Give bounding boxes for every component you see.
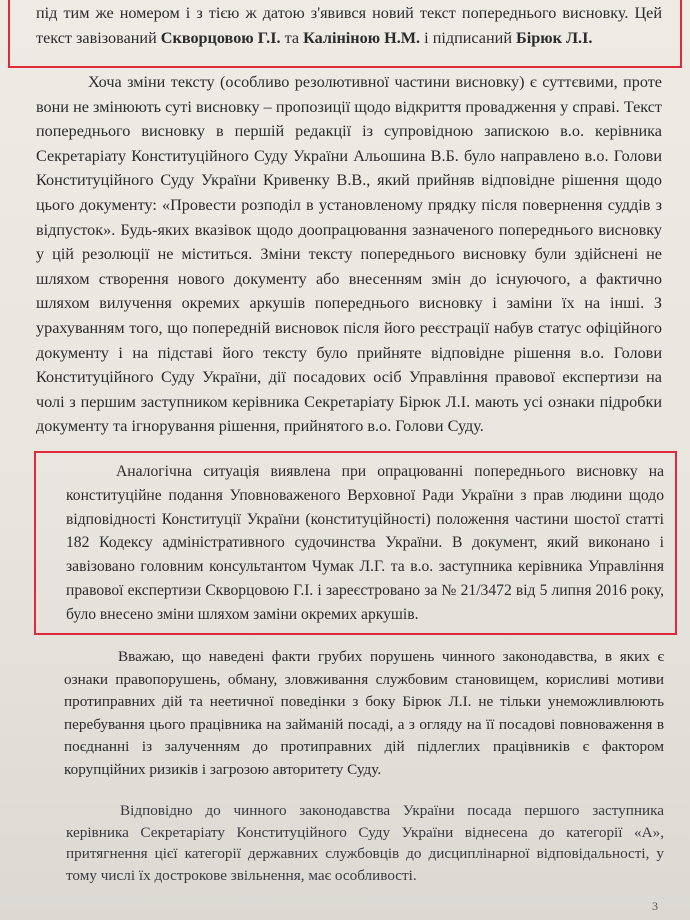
paragraph-1-text-a: під тим же номером і з тією ж датою з'явився новий текст попереднього висновку. Цей текст завізований [36, 4, 662, 47]
page-number: 3 [652, 899, 658, 913]
paragraph-3: Аналогічна ситуація виявлена при опрацюванні попереднього висновку на конституційне подання Уповноваженого Верховної Ради України з прав людини щодо відповідності Конституції України (конституційності) положення частини шостої статті 182 Кодексу адміністративного судочинства України. В документ, який виконано і завізовано головним консультантом Чумак Л.Г. та в.о. заступника керівника Управління правової експертизи Скворцовою Г.І. і зареєстровано за № 21/3472 від 5 липня 2016 року, було внесено зміни шляхом заміни окремих аркушів. [66, 463, 664, 623]
highlight-box-top [8, 0, 682, 68]
paragraph-5: Відповідно до чинного законодавства України посада першого заступника керівника Секретаріату Конституційного Суду України віднесена до категорії «А», притягнення цієї категорії державних службовців до дисциплінарної відповідальності, у тому числі їх дострокове звільнення, має особливості. [66, 802, 664, 884]
paragraph-1-text-b: та [280, 28, 304, 47]
name-kalinina: Калініною Н.М. [303, 28, 421, 47]
highlight-box-middle [34, 451, 677, 635]
paragraph-1-text-c: і підписаний [420, 28, 517, 47]
paragraph-2: Хоча зміни тексту (особливо резолютивної частини висновку) є суттєвими, проте вони не змінюють суті висновку – пропозиції щодо відкриття провадження у справі. Текст попереднього висновку в першій редакції із супровідною запискою в.о. керівника Секретаріату Конституційного Суду України Альошина В.Б. було направлено в.о. Голови Конституційного Суду України Кривенку В.В., який прийняв відповідне рішення щодо цього документу: «Провести розподіл в установленому прядку після повернення суддів з відпусток». Будь-яких вказівок щодо доопрацювання зазначеного попереднього висновку у цій резолюції не міститься. Зміни тексту попереднього висновку були здійснені не шляхом створення нового документу або внесенням змін до існуючого, а фактично шляхом вилучення окремих аркушів попереднього висновку і заміни їх на інші. З урахуванням того, що попередній висновок після його реєстрації набув статус офіційного документу і на підставі його тексту було прийняте відповідне рішення в.о. Голови Конституційного Суду України, дії посадових осіб Управління правової експертизи на чолі з першим заступником керівника Секретаріату Бірюк Л.І. мають усі ознаки підробки документу та ігнорування рішення, прийнятого в.о. Голови Суду. [36, 73, 662, 436]
name-skvortsova: Скворцовою Г.І. [160, 28, 281, 47]
paragraph-4: Вважаю, що наведені факти грубих порушень чинного законодавства, в яких є ознаки правопорушень, обману, зловживання службовим становищем, корисливі мотиви протиправних дій та неетичної поведінки з боку Бірюк Л.І. не тільки унеможливлюють перебування цього працівника на займаній посаді, а з огляду на її посадові повноваження в поєднанні із залученням до протиправних дій підлеглих працівників є фактором корупційних ризиків і загрозою авторитету Суду. [64, 648, 664, 778]
name-biriuk: Бірюк Л.І. [516, 28, 593, 47]
